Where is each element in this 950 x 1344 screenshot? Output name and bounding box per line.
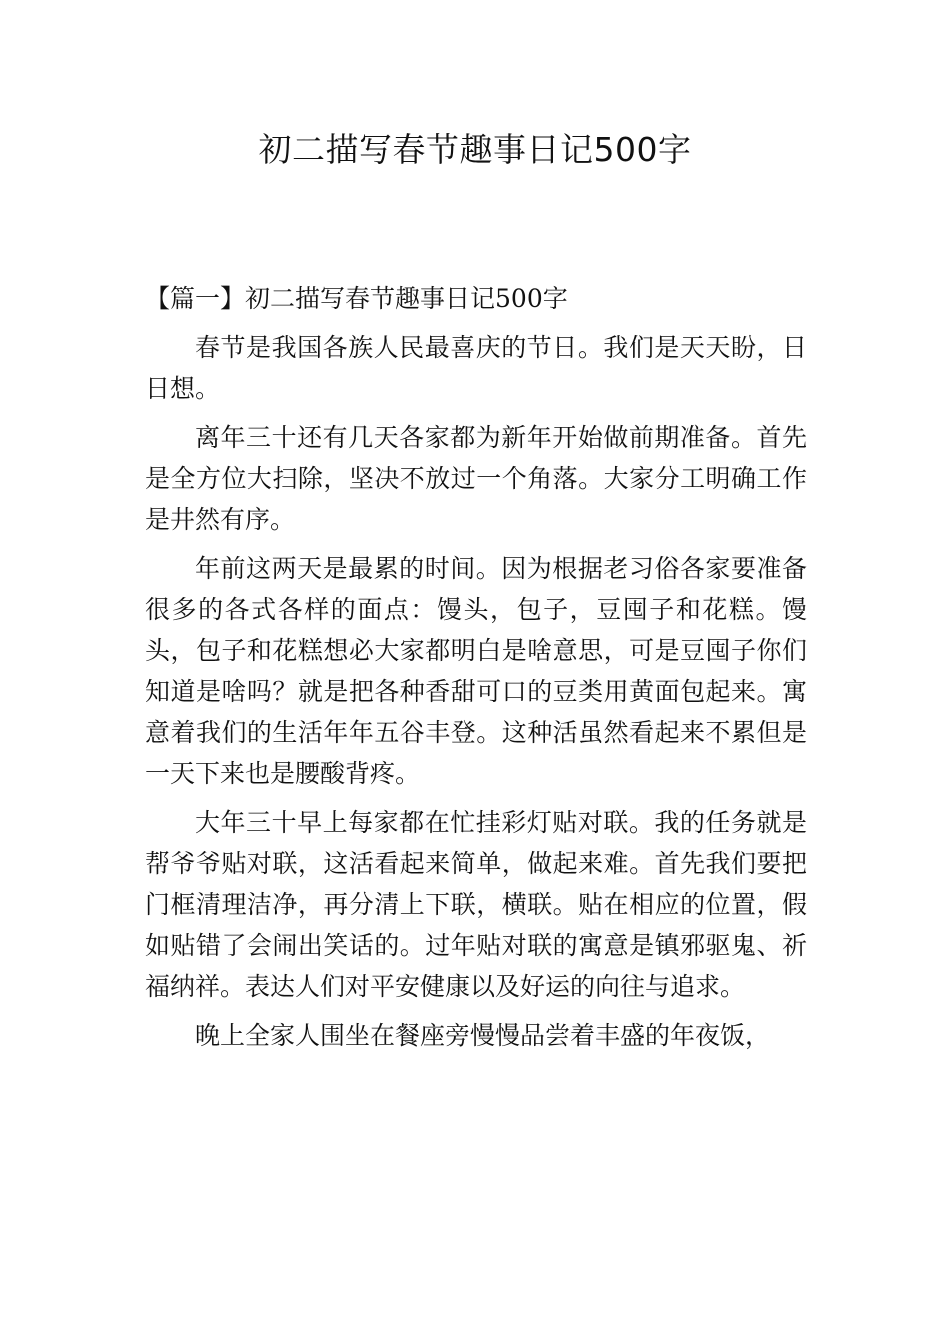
document-title: 初二描写春节趣事日记500字: [258, 130, 692, 169]
paragraph: 春节是我国各族人民最喜庆的节日。我们是天天盼，日日想。: [145, 333, 807, 403]
paragraph: 晚上全家人围坐在餐座旁慢慢品尝着丰盛的年夜饭，: [195, 1021, 771, 1050]
paragraph: 年前这两天是最累的时间。因为根据老习俗各家要准备很多的各式各样的面点：馒头，包子，豆囤子和花糕。馒头，包子和花糕想必大家都明白是啥意思，可是豆囤子你们知道是啥吗？就是把各种香甜可口的豆类用黄面包起来。寓意着我们的生活年年五谷丰登。这种活虽然看起来不累但是一天下来也是腰酸背疼。: [145, 554, 807, 788]
document-body: [145, 278, 807, 1064]
paragraph: 大年三十早上每家都在忙挂彩灯贴对联。我的任务就是帮爷爷贴对联，这活看起来简单，做起来难。首先我们要把门框清理洁净，再分清上下联，横联。贴在相应的位置，假如贴错了会闹出笑话的。过年贴对联的寓意是镇邪驱鬼、祈福纳祥。表达人们对平安健康以及好运的向往与追求。: [145, 808, 807, 1001]
paragraph: 离年三十还有几天各家都为新年开始做前期准备。首先是全方位大扫除，坚决不放过一个角落。大家分工明确工作是井然有序。: [145, 423, 807, 534]
section-heading: 【篇一】初二描写春节趣事日记500字: [145, 284, 568, 313]
